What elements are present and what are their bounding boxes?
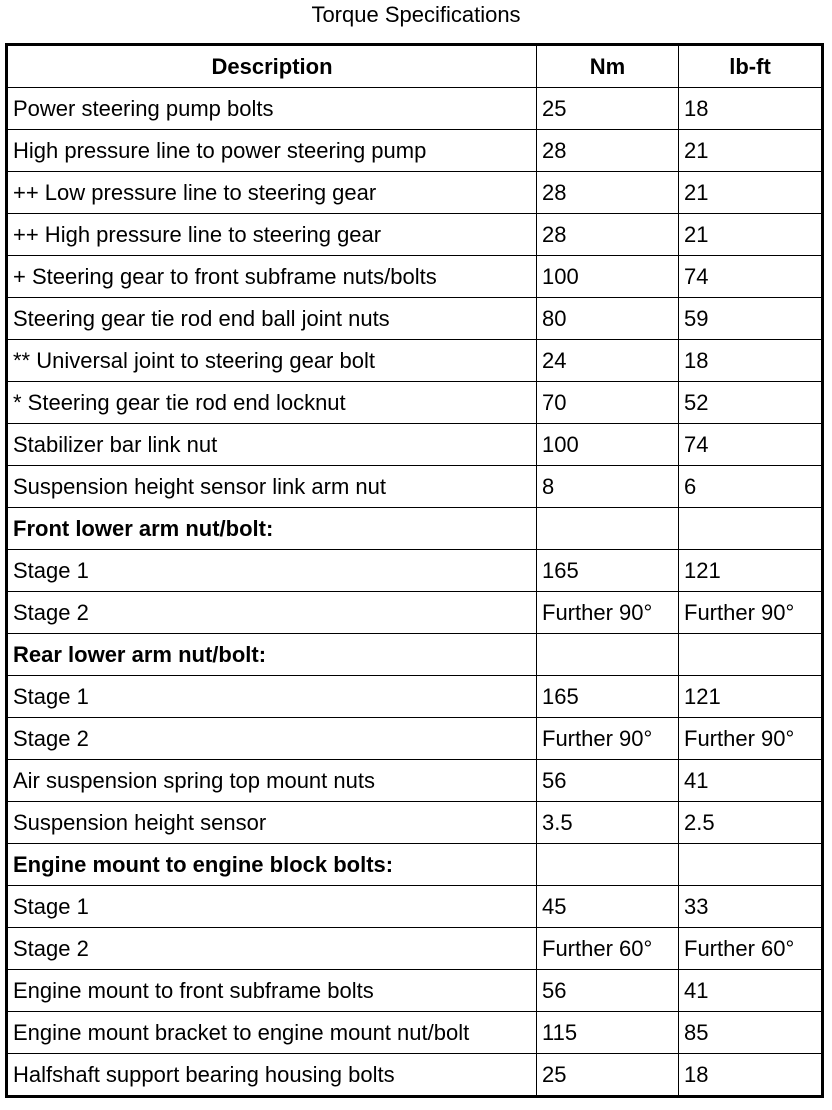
table-row (7, 466, 823, 508)
nm-cell: Further 90° (537, 592, 679, 634)
nm-cell (537, 844, 679, 886)
table-row (7, 214, 823, 256)
lbft-cell: Further 90° (679, 718, 823, 760)
table-row (7, 718, 823, 760)
table-row (7, 760, 823, 802)
table-row (7, 256, 823, 298)
description-cell: Engine mount bracket to engine mount nut/bolt (7, 1012, 537, 1054)
nm-cell: 3.5 (537, 802, 679, 844)
lbft-cell: 33 (679, 886, 823, 928)
lbft-cell: 41 (679, 760, 823, 802)
lbft-cell (679, 508, 823, 550)
column-header-description: Description (7, 45, 537, 88)
column-header-nm: Nm (537, 45, 679, 88)
table-group-row (7, 844, 823, 886)
description-cell: Stage 2 (7, 592, 537, 634)
lbft-cell: 74 (679, 424, 823, 466)
nm-cell: Further 90° (537, 718, 679, 760)
nm-cell: 25 (537, 88, 679, 130)
description-cell: Stage 1 (7, 886, 537, 928)
table-group-row (7, 634, 823, 676)
nm-cell: 28 (537, 172, 679, 214)
lbft-cell: 6 (679, 466, 823, 508)
lbft-cell: Further 60° (679, 928, 823, 970)
lbft-cell: 59 (679, 298, 823, 340)
lbft-cell: 21 (679, 214, 823, 256)
description-cell: Suspension height sensor link arm nut (7, 466, 537, 508)
lbft-cell: 121 (679, 550, 823, 592)
lbft-cell: 85 (679, 1012, 823, 1054)
description-cell: Front lower arm nut/bolt: (7, 508, 537, 550)
description-cell: + Steering gear to front subframe nuts/bolts (7, 256, 537, 298)
table-row (7, 88, 823, 130)
lbft-cell: 21 (679, 130, 823, 172)
lbft-cell: 18 (679, 340, 823, 382)
nm-cell: 8 (537, 466, 679, 508)
description-cell: Rear lower arm nut/bolt: (7, 634, 537, 676)
lbft-cell: 74 (679, 256, 823, 298)
table-group-row (7, 508, 823, 550)
nm-cell: 24 (537, 340, 679, 382)
nm-cell: 80 (537, 298, 679, 340)
nm-cell: 56 (537, 760, 679, 802)
nm-cell: 100 (537, 424, 679, 466)
lbft-cell: 18 (679, 88, 823, 130)
description-cell: Air suspension spring top mount nuts (7, 760, 537, 802)
lbft-cell: 2.5 (679, 802, 823, 844)
table-row (7, 298, 823, 340)
torque-spec-table (5, 43, 824, 1098)
lbft-cell (679, 844, 823, 886)
description-cell: ** Universal joint to steering gear bolt (7, 340, 537, 382)
description-cell: Stage 1 (7, 676, 537, 718)
table-row (7, 970, 823, 1012)
nm-cell: 165 (537, 550, 679, 592)
nm-cell: 115 (537, 1012, 679, 1054)
table-row (7, 886, 823, 928)
description-cell: Engine mount to front subframe bolts (7, 970, 537, 1012)
table-body (7, 88, 823, 1097)
description-cell: Halfshaft support bearing housing bolts (7, 1054, 537, 1097)
nm-cell: 45 (537, 886, 679, 928)
description-cell: Stage 1 (7, 550, 537, 592)
table-row (7, 676, 823, 718)
nm-cell: 25 (537, 1054, 679, 1097)
description-cell: Power steering pump bolts (7, 88, 537, 130)
table-header-row (7, 45, 823, 88)
nm-cell: 70 (537, 382, 679, 424)
table-row (7, 1012, 823, 1054)
description-cell: ++ Low pressure line to steering gear (7, 172, 537, 214)
nm-cell: 28 (537, 130, 679, 172)
description-cell: * Steering gear tie rod end locknut (7, 382, 537, 424)
lbft-cell: Further 90° (679, 592, 823, 634)
description-cell: Engine mount to engine block bolts: (7, 844, 537, 886)
table-row (7, 928, 823, 970)
document-title: Torque Specifications (311, 2, 521, 27)
nm-cell (537, 508, 679, 550)
lbft-cell: 121 (679, 676, 823, 718)
lbft-cell: 41 (679, 970, 823, 1012)
description-cell: Stabilizer bar link nut (7, 424, 537, 466)
nm-cell: 165 (537, 676, 679, 718)
description-cell: High pressure line to power steering pump (7, 130, 537, 172)
table-row (7, 550, 823, 592)
table-row (7, 172, 823, 214)
lbft-cell (679, 634, 823, 676)
table-row (7, 592, 823, 634)
description-cell: Steering gear tie rod end ball joint nuts (7, 298, 537, 340)
table-row (7, 1054, 823, 1097)
lbft-cell: 52 (679, 382, 823, 424)
table-row (7, 130, 823, 172)
lbft-cell: 21 (679, 172, 823, 214)
nm-cell (537, 634, 679, 676)
column-header-lbft: lb-ft (679, 45, 823, 88)
lbft-cell: 18 (679, 1054, 823, 1097)
nm-cell: 56 (537, 970, 679, 1012)
table-row (7, 382, 823, 424)
description-cell: Stage 2 (7, 928, 537, 970)
table-row (7, 802, 823, 844)
description-cell: ++ High pressure line to steering gear (7, 214, 537, 256)
nm-cell: 28 (537, 214, 679, 256)
table-row (7, 424, 823, 466)
nm-cell: Further 60° (537, 928, 679, 970)
description-cell: Suspension height sensor (7, 802, 537, 844)
table-row (7, 340, 823, 382)
nm-cell: 100 (537, 256, 679, 298)
description-cell: Stage 2 (7, 718, 537, 760)
